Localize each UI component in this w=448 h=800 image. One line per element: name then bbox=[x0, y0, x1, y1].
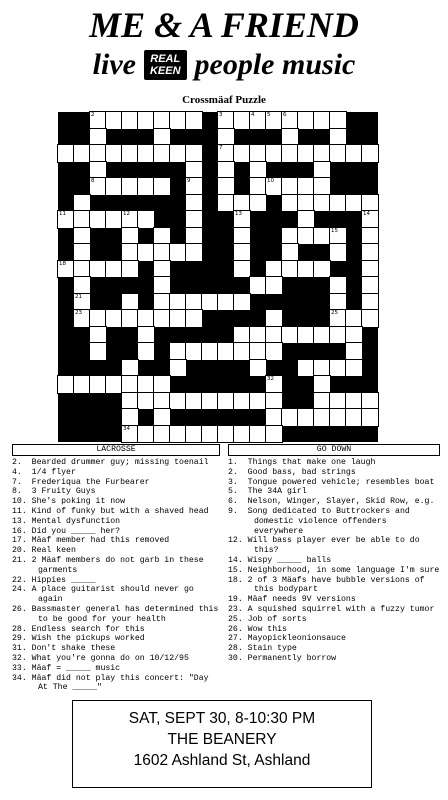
crossword-cell bbox=[314, 261, 330, 278]
across-clue: 28. Endless search for this bbox=[12, 624, 145, 634]
across-clue: 4. 1/4 flyer bbox=[12, 467, 76, 477]
crossword-cell bbox=[170, 294, 186, 311]
crossword-cell bbox=[362, 294, 378, 311]
crossword-cell bbox=[330, 393, 346, 410]
crossword-cell bbox=[362, 393, 378, 410]
crossword-cell bbox=[234, 195, 250, 212]
across-clue: 22. Hippies _____ bbox=[12, 575, 96, 585]
crossword-cell bbox=[266, 112, 282, 129]
crossword-cell bbox=[154, 129, 170, 146]
crossword-cell bbox=[122, 178, 138, 195]
down-clue: 30. Permanently borrow bbox=[228, 653, 337, 663]
crossword-cell bbox=[362, 244, 378, 261]
crossword-cell bbox=[58, 376, 74, 393]
tagline-people-music: people music bbox=[194, 48, 356, 81]
crossword-cell bbox=[218, 294, 234, 311]
down-clue: 12. Will bass player ever be able to do this? bbox=[228, 536, 425, 556]
crossword-cell bbox=[250, 112, 266, 129]
cell-number: 7 bbox=[219, 145, 223, 151]
crossword-cell bbox=[74, 145, 90, 162]
crossword-cell bbox=[234, 112, 250, 129]
crossword-cell bbox=[186, 195, 202, 212]
crossword-cell bbox=[314, 228, 330, 245]
crossword-cell bbox=[90, 178, 106, 195]
event-address: 1602 Ashland St, Ashland bbox=[133, 752, 311, 769]
tagline-live: live bbox=[92, 48, 136, 81]
cell-number: 34 bbox=[123, 425, 130, 432]
crossword-cell bbox=[234, 294, 250, 311]
crossword-cell bbox=[138, 112, 154, 129]
cell-number: 10 bbox=[267, 178, 274, 184]
across-clue: 10. She's poking it now bbox=[12, 497, 126, 507]
crossword-cell bbox=[106, 178, 122, 195]
crossword-cell bbox=[330, 129, 346, 146]
crossword-cell bbox=[250, 327, 266, 344]
crossword-cell bbox=[298, 178, 314, 195]
crossword-cell bbox=[106, 145, 122, 162]
crossword-cell bbox=[122, 310, 138, 327]
crossword-cell bbox=[234, 393, 250, 410]
crossword-cell bbox=[314, 409, 330, 426]
crossword-cell bbox=[90, 129, 106, 146]
crossword-cell bbox=[362, 195, 378, 212]
down-clue: 27. Mayopickleonionsauce bbox=[228, 634, 346, 644]
across-clue: 29. Wish the pickups worked bbox=[12, 634, 145, 644]
crossword-cell bbox=[266, 343, 282, 360]
crossword-cell bbox=[362, 228, 378, 245]
crossword-cell bbox=[186, 211, 202, 228]
crossword-cell bbox=[170, 112, 186, 129]
crossword-cell bbox=[170, 244, 186, 261]
crossword-cell bbox=[138, 244, 154, 261]
crossword-cell bbox=[74, 228, 90, 245]
crossword-cell bbox=[58, 261, 74, 278]
crossword-cell bbox=[186, 112, 202, 129]
crossword-cell bbox=[138, 178, 154, 195]
across-clue: 16. Did you _____ her? bbox=[12, 526, 121, 536]
down-clue: 5. The 34A girl bbox=[228, 487, 307, 497]
crossword-cell bbox=[330, 228, 346, 245]
crossword-cell bbox=[282, 195, 298, 212]
crossword-cell bbox=[122, 294, 138, 311]
crossword-cell bbox=[170, 393, 186, 410]
crossword-cell bbox=[314, 393, 330, 410]
crossword-cell bbox=[282, 244, 298, 261]
crossword-cell bbox=[106, 310, 122, 327]
cell-number: 32 bbox=[267, 376, 274, 382]
crossword-cell bbox=[58, 211, 74, 228]
crossword-cell bbox=[266, 178, 282, 195]
crossword-cell bbox=[218, 426, 234, 443]
crossword-cell bbox=[170, 426, 186, 443]
crossword-cell bbox=[74, 277, 90, 294]
crossword-cell bbox=[122, 112, 138, 129]
crossword-cell bbox=[90, 261, 106, 278]
crossword-cell bbox=[218, 112, 234, 129]
cell-number: 18 bbox=[59, 260, 66, 267]
down-clues bbox=[228, 444, 440, 664]
crossword-cell bbox=[90, 376, 106, 393]
crossword-cell bbox=[122, 409, 138, 426]
crossword-cell bbox=[90, 343, 106, 360]
crossword-cell bbox=[234, 327, 250, 344]
cell-number: 23 bbox=[75, 310, 82, 316]
crossword-cell bbox=[266, 426, 282, 443]
crossword-cell bbox=[218, 145, 234, 162]
crossword-cell bbox=[122, 145, 138, 162]
crossword-cell bbox=[250, 426, 266, 443]
crossword-cell bbox=[186, 244, 202, 261]
crossword-cell bbox=[234, 261, 250, 278]
badge-top-text: REAL bbox=[150, 53, 181, 65]
crossword-cell bbox=[346, 343, 362, 360]
crossword-cell bbox=[186, 178, 202, 195]
crossword-cell bbox=[154, 228, 170, 245]
crossword-cell bbox=[362, 409, 378, 426]
crossword-cell bbox=[314, 327, 330, 344]
crossword-cell bbox=[154, 178, 170, 195]
crossword-cell bbox=[122, 211, 138, 228]
crossword-cell bbox=[154, 393, 170, 410]
crossword-cell bbox=[250, 277, 266, 294]
across-clue: 26. Bassmaster general has determined this to be good for your health bbox=[12, 604, 224, 624]
crossword-cell bbox=[330, 294, 346, 311]
crossword-cell bbox=[154, 426, 170, 443]
crossword-cell bbox=[202, 343, 218, 360]
crossword-cell bbox=[154, 376, 170, 393]
crossword-cell bbox=[138, 426, 154, 443]
down-clue: 18. 2 of 3 Mäafs have bubble versions of this bodypart bbox=[228, 575, 430, 595]
crossword-cell bbox=[186, 294, 202, 311]
badge-bottom-text: KEEN bbox=[149, 65, 181, 77]
across-clue: 33. Mäaf = _____ music bbox=[12, 663, 121, 673]
across-clue: 20. Real keen bbox=[12, 546, 76, 556]
crossword-cell bbox=[122, 360, 138, 377]
crossword-cell bbox=[170, 343, 186, 360]
crossword-cell bbox=[74, 310, 90, 327]
crossword-cell bbox=[298, 360, 314, 377]
crossword-cell bbox=[74, 195, 90, 212]
crossword-cell bbox=[74, 294, 90, 311]
crossword-cell bbox=[298, 261, 314, 278]
down-clue: 28. Stain type bbox=[228, 644, 297, 654]
crossword-cell bbox=[266, 376, 282, 393]
crossword-cell bbox=[154, 244, 170, 261]
crossword-cell bbox=[298, 228, 314, 245]
crossword-cell bbox=[186, 228, 202, 245]
event-info-box bbox=[72, 700, 372, 788]
real-keen-badge bbox=[144, 50, 187, 80]
crossword-cell bbox=[154, 409, 170, 426]
crossword-cell bbox=[314, 145, 330, 162]
crossword-cell bbox=[202, 294, 218, 311]
crossword-cell bbox=[234, 244, 250, 261]
down-clue: 26. Wow this bbox=[228, 624, 287, 634]
crossword-cell bbox=[346, 409, 362, 426]
crossword-cell bbox=[106, 376, 122, 393]
crossword-cell bbox=[282, 327, 298, 344]
crossword-cell bbox=[266, 409, 282, 426]
across-clue: 13. Mental dysfunction bbox=[12, 516, 121, 526]
crossword-cell bbox=[330, 409, 346, 426]
across-clue: 32. What you're gonna do on 10/12/95 bbox=[12, 653, 189, 663]
cell-number: 15 bbox=[331, 227, 338, 234]
crossword-cell bbox=[202, 426, 218, 443]
crossword-cell bbox=[170, 145, 186, 162]
crossword-cell bbox=[346, 393, 362, 410]
crossword-cell bbox=[74, 261, 90, 278]
crossword-cell bbox=[314, 112, 330, 129]
crossword-cell bbox=[138, 327, 154, 344]
crossword-cell bbox=[330, 277, 346, 294]
crossword-cell bbox=[266, 310, 282, 327]
across-clue: 21. 2 Mäaf members do not garb in these garments bbox=[12, 555, 209, 575]
tagline-heading bbox=[0, 48, 448, 82]
down-clue: 1. Things that make one laugh bbox=[228, 458, 376, 467]
crossword-cell bbox=[186, 162, 202, 179]
crossword-cell bbox=[90, 327, 106, 344]
across-clues bbox=[12, 444, 224, 693]
crossword-cell bbox=[202, 393, 218, 410]
down-clue: 9. Song dedicated to Buttrockers and domestic violence offenders everywhere bbox=[228, 506, 415, 536]
across-clue: 11. Kind of funky but with a shaved head bbox=[12, 506, 209, 516]
crossword-cell bbox=[154, 261, 170, 278]
crossword-cell bbox=[154, 277, 170, 294]
crossword-cell bbox=[282, 228, 298, 245]
crossword-cell bbox=[266, 393, 282, 410]
across-clue: 34. Mäaf did not play this concert: "Day At The _____" bbox=[12, 673, 214, 693]
crossword-cell bbox=[234, 211, 250, 228]
cell-number: 14 bbox=[363, 211, 370, 217]
crossword-cell bbox=[186, 145, 202, 162]
crossword-cell bbox=[122, 244, 138, 261]
cell-number: 9 bbox=[187, 178, 191, 184]
crossword-cell bbox=[298, 195, 314, 212]
crossword-cell bbox=[74, 244, 90, 261]
crossword-cell bbox=[218, 393, 234, 410]
cell-number: 5 bbox=[267, 112, 271, 118]
crossword-cell bbox=[330, 360, 346, 377]
crossword-cell bbox=[90, 211, 106, 228]
cell-number: 12 bbox=[123, 211, 130, 217]
cell-number: 13 bbox=[235, 211, 242, 217]
crossword-cell bbox=[330, 327, 346, 344]
crossword-cell bbox=[106, 261, 122, 278]
crossword-cell bbox=[346, 327, 362, 344]
crossword-cell bbox=[170, 310, 186, 327]
crossword-cell bbox=[250, 178, 266, 195]
cell-number: 11 bbox=[59, 211, 66, 217]
crossword-cell bbox=[314, 360, 330, 377]
crossword-cell bbox=[218, 343, 234, 360]
crossword-cell bbox=[154, 145, 170, 162]
crossword-cell bbox=[154, 112, 170, 129]
crossword-cell bbox=[186, 310, 202, 327]
crossword-cell bbox=[314, 195, 330, 212]
across-clue: 24. A place guitarist should never go again bbox=[12, 585, 199, 605]
band-name-heading: ME & A FRIEND bbox=[89, 5, 359, 45]
down-clue: 23. A squished squirrel with a fuzzy tumor bbox=[228, 604, 435, 614]
cell-number: 21 bbox=[75, 293, 82, 300]
cell-number: 6 bbox=[283, 112, 287, 118]
down-clue: 19. Mäaf needs 9V versions bbox=[228, 595, 356, 605]
across-clue: 31. Don't shake these bbox=[12, 644, 116, 654]
across-clue: 17. Mäaf member had this removed bbox=[12, 536, 170, 546]
crossword-cell bbox=[362, 310, 378, 327]
crossword-cell bbox=[218, 129, 234, 146]
crossword-cell bbox=[138, 211, 154, 228]
crossword-cell bbox=[314, 376, 330, 393]
crossword-cell bbox=[186, 426, 202, 443]
across-clue: 7. Frederiqua the Furbearer bbox=[12, 477, 150, 487]
cell-number: 2 bbox=[91, 112, 95, 118]
crossword-cell bbox=[138, 145, 154, 162]
crossword-cell bbox=[330, 112, 346, 129]
event-venue: THE BEANERY bbox=[167, 731, 277, 748]
crossword-cell bbox=[90, 162, 106, 179]
crossword-cell bbox=[346, 360, 362, 377]
crossword-cell bbox=[234, 228, 250, 245]
crossword-cell bbox=[362, 211, 378, 228]
crossword-cell bbox=[154, 294, 170, 311]
crossword-cell bbox=[298, 112, 314, 129]
crossword-cell bbox=[58, 145, 74, 162]
across-clue: 2. Bearded drummer guy; missing toenail bbox=[12, 458, 209, 467]
crossword-cell bbox=[218, 178, 234, 195]
crossword-cell bbox=[266, 145, 282, 162]
crossword-cell bbox=[282, 145, 298, 162]
crossword-cell bbox=[90, 145, 106, 162]
crossword-cell bbox=[106, 211, 122, 228]
crossword-cell bbox=[186, 343, 202, 360]
down-clue: 25. Job of sorts bbox=[228, 614, 307, 624]
down-clue: 15. Neighborhood, in some language I'm sure bbox=[228, 565, 440, 575]
across-clue: 8. 3 Fruity Guys bbox=[12, 487, 96, 497]
crossword-cell bbox=[346, 195, 362, 212]
crossword-cell bbox=[330, 195, 346, 212]
crossword-cell bbox=[298, 409, 314, 426]
crossword-cell bbox=[90, 310, 106, 327]
crossword-cell bbox=[154, 310, 170, 327]
crossword-cell bbox=[250, 343, 266, 360]
crossword-cell bbox=[266, 261, 282, 278]
crossword-cell bbox=[250, 145, 266, 162]
crossword-cell bbox=[282, 409, 298, 426]
cell-number: 3 bbox=[219, 112, 223, 118]
crossword-cell bbox=[138, 376, 154, 393]
crossword-cell bbox=[298, 327, 314, 344]
crossword-cell bbox=[122, 426, 138, 443]
crossword-cell bbox=[218, 162, 234, 179]
crossword-cell bbox=[250, 393, 266, 410]
crossword-cell bbox=[106, 112, 122, 129]
crossword-cell bbox=[330, 244, 346, 261]
crossword-cell bbox=[170, 360, 186, 377]
crossword-cell bbox=[234, 145, 250, 162]
crossword-cell bbox=[314, 162, 330, 179]
crossword-cell bbox=[122, 393, 138, 410]
crossword-cell bbox=[330, 310, 346, 327]
crossword-cell bbox=[362, 145, 378, 162]
crossword-cell bbox=[122, 376, 138, 393]
crossword-cell bbox=[234, 343, 250, 360]
crossword-cell bbox=[346, 145, 362, 162]
crossword-cell bbox=[282, 129, 298, 146]
crossword-cell bbox=[250, 162, 266, 179]
crossword-cell bbox=[346, 310, 362, 327]
crossword-cell bbox=[186, 393, 202, 410]
crossword-cell bbox=[138, 393, 154, 410]
crossword-cell bbox=[138, 310, 154, 327]
crossword-cell bbox=[330, 145, 346, 162]
cell-number: 4 bbox=[251, 112, 255, 118]
crossword-grid bbox=[58, 112, 378, 442]
down-heading: GO DOWN bbox=[228, 444, 440, 456]
down-clue: 3. Tongue powered vehicle; resembles boat bbox=[228, 477, 435, 487]
crossword-cell bbox=[74, 376, 90, 393]
crossword-cell bbox=[250, 195, 266, 212]
crossword-cell bbox=[138, 343, 154, 360]
across-heading: LACROSSE bbox=[12, 444, 220, 456]
crossword-cell bbox=[314, 178, 330, 195]
crossword-cell bbox=[282, 178, 298, 195]
crossword-cell bbox=[266, 277, 282, 294]
crossword-cell bbox=[122, 261, 138, 278]
crossword-cell bbox=[122, 228, 138, 245]
crossword-cell bbox=[90, 112, 106, 129]
crossword-cell bbox=[362, 277, 378, 294]
puzzle-title: Crossmäaf Puzzle bbox=[182, 94, 266, 106]
event-datetime: SAT, SEPT 30, 8-10:30 PM bbox=[128, 710, 316, 727]
crossword-cell bbox=[298, 145, 314, 162]
crossword-cell bbox=[362, 261, 378, 278]
crossword-cell bbox=[298, 211, 314, 228]
crossword-cell bbox=[234, 426, 250, 443]
cell-number: 25 bbox=[331, 310, 338, 316]
crossword-cell bbox=[218, 195, 234, 212]
down-clue: 2. Good bass, bad strings bbox=[228, 467, 356, 477]
down-clue: 14. Wispy _____ balls bbox=[228, 555, 332, 565]
down-clue: 6. Nelson, Winger, Slayer, Skid Row, e.g. bbox=[228, 497, 435, 507]
crossword-cell bbox=[266, 327, 282, 344]
crossword-cell bbox=[74, 211, 90, 228]
cell-number: 8 bbox=[91, 178, 95, 184]
crossword-cell bbox=[282, 261, 298, 278]
crossword-cell bbox=[282, 112, 298, 129]
crossword-cell bbox=[250, 360, 266, 377]
